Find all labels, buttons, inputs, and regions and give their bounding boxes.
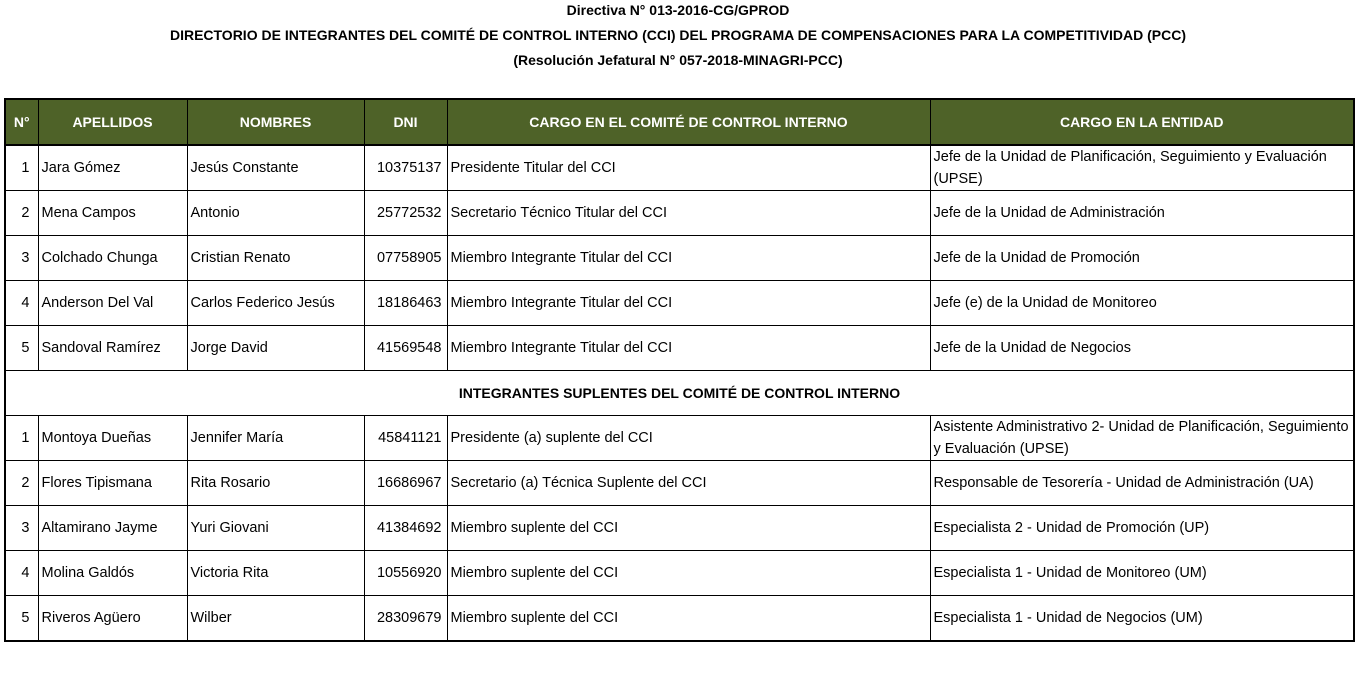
- cell-cargo-comite: Secretario Técnico Titular del CCI: [447, 191, 930, 236]
- cell-cargo-comite: Presidente Titular del CCI: [447, 145, 930, 191]
- cell-dni: 45841121: [364, 416, 447, 461]
- cell-nombres: Jennifer María: [187, 416, 364, 461]
- cell-cargo-comite: Miembro suplente del CCI: [447, 506, 930, 551]
- cell-cargo-entidad: Responsable de Tesorería - Unidad de Administración (UA): [930, 461, 1354, 506]
- cell-cargo-comite: Miembro Integrante Titular del CCI: [447, 236, 930, 281]
- cell-number: 1: [5, 145, 38, 191]
- cell-number: 2: [5, 191, 38, 236]
- cell-number: 2: [5, 461, 38, 506]
- cell-apellidos: Molina Galdós: [38, 551, 187, 596]
- committee-directory-table: [4, 98, 1355, 642]
- table-row: [5, 506, 1354, 551]
- table-row: [5, 416, 1354, 461]
- cell-nombres: Carlos Federico Jesús: [187, 281, 364, 326]
- cell-cargo-entidad: Asistente Administrativo 2- Unidad de Planificación, Seguimiento y Evaluación (UPSE): [930, 416, 1354, 461]
- cell-apellidos: Colchado Chunga: [38, 236, 187, 281]
- resolution-reference: (Resolución Jefatural N° 057-2018-MINAGRI-PCC): [513, 52, 843, 68]
- header-number: N°: [5, 99, 38, 145]
- cell-cargo-entidad: Especialista 2 - Unidad de Promoción (UP): [930, 506, 1354, 551]
- table-row: [5, 145, 1354, 191]
- cell-apellidos: Flores Tipismana: [38, 461, 187, 506]
- table-row: [5, 551, 1354, 596]
- cell-cargo-entidad: Jefe de la Unidad de Negocios: [930, 326, 1354, 371]
- table-row: [5, 596, 1354, 642]
- cell-dni: 10556920: [364, 551, 447, 596]
- cell-number: 3: [5, 236, 38, 281]
- cell-dni: 41384692: [364, 506, 447, 551]
- section-label: INTEGRANTES SUPLENTES DEL COMITÉ DE CONTROL INTERNO: [5, 371, 1354, 416]
- table-row: [5, 236, 1354, 281]
- cell-dni: 16686967: [364, 461, 447, 506]
- cell-cargo-comite: Miembro suplente del CCI: [447, 596, 930, 642]
- cell-number: 4: [5, 281, 38, 326]
- cell-dni: 07758905: [364, 236, 447, 281]
- cell-dni: 10375137: [364, 145, 447, 191]
- cell-cargo-comite: Presidente (a) suplente del CCI: [447, 416, 930, 461]
- cell-apellidos: Montoya Dueñas: [38, 416, 187, 461]
- table-row: [5, 326, 1354, 371]
- cell-apellidos: Altamirano Jayme: [38, 506, 187, 551]
- cell-nombres: Wilber: [187, 596, 364, 642]
- cell-cargo-entidad: Jefe (e) de la Unidad de Monitoreo: [930, 281, 1354, 326]
- cell-apellidos: Mena Campos: [38, 191, 187, 236]
- cell-nombres: Yuri Giovani: [187, 506, 364, 551]
- cell-cargo-entidad: Especialista 1 - Unidad de Monitoreo (UM): [930, 551, 1354, 596]
- document-subtitle: DIRECTORIO DE INTEGRANTES DEL COMITÉ DE CONTROL INTERNO (CCI) DEL PROGRAMA DE COMPENSACIONES PARA LA COMPETITIVIDAD (PCC): [169, 27, 1187, 43]
- cell-dni: 28309679: [364, 596, 447, 642]
- cell-number: 4: [5, 551, 38, 596]
- cell-apellidos: Anderson Del Val: [38, 281, 187, 326]
- cell-cargo-entidad: Jefe de la Unidad de Planificación, Seguimiento y Evaluación (UPSE): [930, 145, 1354, 191]
- header-dni: DNI: [364, 99, 447, 145]
- cell-cargo-comite: Miembro suplente del CCI: [447, 551, 930, 596]
- cell-cargo-comite: Secretario (a) Técnica Suplente del CCI: [447, 461, 930, 506]
- table-header-row: [5, 99, 1354, 145]
- cell-nombres: Antonio: [187, 191, 364, 236]
- cell-number: 3: [5, 506, 38, 551]
- table-row: [5, 281, 1354, 326]
- cell-number: 5: [5, 596, 38, 642]
- cell-nombres: Jesús Constante: [187, 145, 364, 191]
- cell-cargo-entidad: Especialista 1 - Unidad de Negocios (UM): [930, 596, 1354, 642]
- cell-nombres: Victoria Rita: [187, 551, 364, 596]
- cell-nombres: Cristian Renato: [187, 236, 364, 281]
- cell-number: 5: [5, 326, 38, 371]
- cell-dni: 41569548: [364, 326, 447, 371]
- cell-apellidos: Riveros Agüero: [38, 596, 187, 642]
- header-nombres: NOMBRES: [187, 99, 364, 145]
- cell-nombres: Jorge David: [187, 326, 364, 371]
- document-title: Directiva N° 013-2016-CG/GPROD: [566, 2, 790, 18]
- header-cargo-comite: CARGO EN EL COMITÉ DE CONTROL INTERNO: [447, 99, 930, 145]
- section-row: [5, 371, 1354, 416]
- cell-cargo-entidad: Jefe de la Unidad de Promoción: [930, 236, 1354, 281]
- cell-dni: 18186463: [364, 281, 447, 326]
- header-cargo-entidad: CARGO EN LA ENTIDAD: [930, 99, 1354, 145]
- table-row: [5, 461, 1354, 506]
- header-apellidos: APELLIDOS: [38, 99, 187, 145]
- table-body: [5, 145, 1354, 641]
- cell-cargo-comite: Miembro Integrante Titular del CCI: [447, 326, 930, 371]
- cell-apellidos: Jara Gómez: [38, 145, 187, 191]
- cell-apellidos: Sandoval Ramírez: [38, 326, 187, 371]
- cell-cargo-entidad: Jefe de la Unidad de Administración: [930, 191, 1354, 236]
- cell-nombres: Rita Rosario: [187, 461, 364, 506]
- cell-cargo-comite: Miembro Integrante Titular del CCI: [447, 281, 930, 326]
- table-row: [5, 191, 1354, 236]
- cell-dni: 25772532: [364, 191, 447, 236]
- cell-number: 1: [5, 416, 38, 461]
